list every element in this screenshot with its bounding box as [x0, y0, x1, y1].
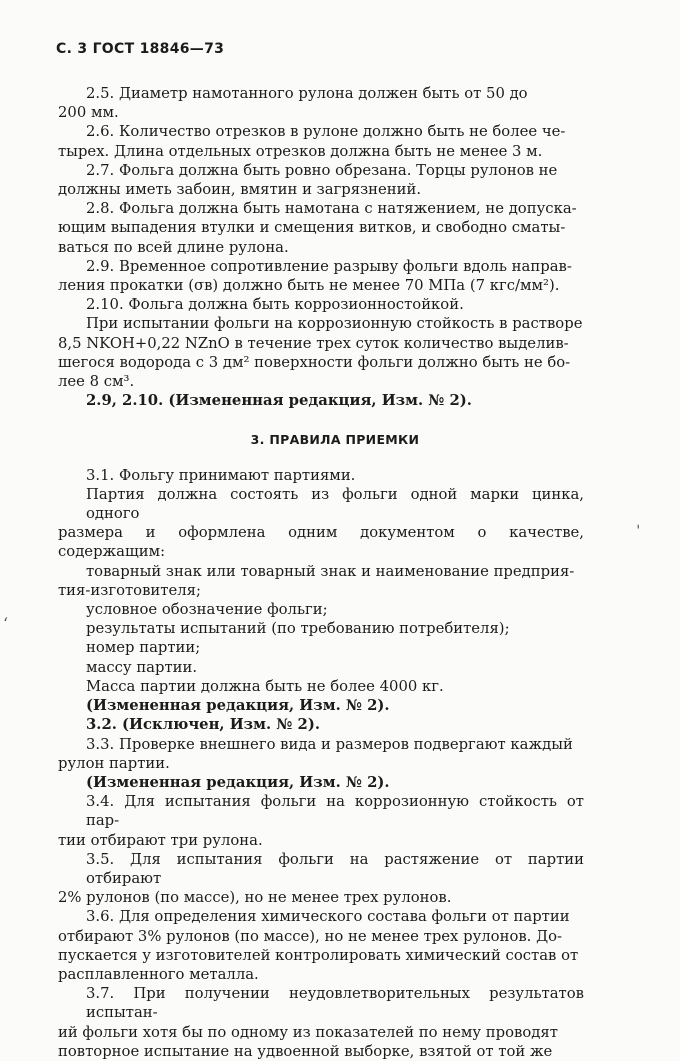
text-line: должны иметь забоин, вмятин и загрязнений. [58, 181, 422, 199]
text-line: 8,5 NKOH+0,22 NZnO в течение трех суток количество выделив- [58, 334, 569, 352]
text-line: 3.4. Для испытания фольги на коррозионную стойкость от пар- [86, 793, 584, 830]
text-line: расплавленного металла. [58, 965, 259, 983]
text-line: 2.9. Временное сопротивление разрыву фольги вдоль направ- [86, 257, 572, 275]
amendment-note: 3.2. (Исключен, Изм. № 2). [86, 716, 320, 734]
text-line: товарный знак или товарный знак и наименование предприя- [86, 562, 575, 580]
text-line: рулон партии. [58, 754, 170, 772]
text-line: 2.7. Фольга должна быть ровно обрезана. Торцы рулонов не [86, 161, 558, 179]
text-line: повторное испытание на удвоенной выборке, взятой от той же [58, 1042, 553, 1060]
text-line: ий фольги хотя бы по одному из показателей по нему проводят [58, 1023, 558, 1041]
text-line: 2% рулонов (по массе), но не менее трех рулонов. [58, 889, 452, 907]
amendment-note: (Измененная редакция, Изм. № 2). [86, 697, 390, 715]
amendment-note: 2.9, 2.10. (Измененная редакция, Изм. № 2). [86, 392, 472, 410]
text-line: 3.3. Проверке внешнего вида и размеров подвергают каждый [86, 735, 573, 753]
text-line: отбирают 3% рулонов (по массе), но не менее трех рулонов. До- [58, 927, 563, 945]
text-line: Масса партии должна быть не более 4000 кг. [86, 677, 444, 695]
text-line: ления прокатки (σв) должно быть не менее 70 МПа (7 кгс/мм²). [58, 277, 560, 295]
text-line: тырех. Длина отдельных отрезков должна быть не менее 3 м. [58, 142, 543, 160]
section-title: 3. ПРАВИЛА ПРИЕМКИ [250, 432, 420, 448]
scan-mark: ˈ [636, 522, 641, 541]
text-line: 3.1. Фольгу принимают партиями. [86, 466, 356, 484]
page-header: С. 3 ГОСТ 18846—73 [56, 41, 225, 57]
text-line: Партия должна состоять из фольги одной марки цинка, одного [86, 485, 584, 523]
text-line: тия-изготовителя; [58, 581, 201, 599]
text-line: 2.6. Количество отрезков в рулоне должно быть не более че- [86, 123, 566, 141]
text-line: результаты испытаний (по требованию потребителя); [86, 620, 510, 638]
text-line: 3.7. При получении неудовлетворительных результатов испытан- [86, 985, 584, 1022]
text-line: 3.6. Для определения химического состава фольги от партии [86, 908, 570, 926]
amendment-note: (Измененная редакция, Изм. № 2). [86, 773, 390, 791]
text-line: 2.10. Фольга должна быть коррозионностойкой. [86, 296, 464, 314]
text-line: условное обозначение фольги; [86, 601, 328, 619]
text-line: ющим выпадения втулки и смещения витков, и свободно сматы- [58, 219, 566, 237]
document-body [58, 84, 584, 1061]
text-line: пускается у изготовителей контролировать химический состав от [58, 946, 579, 964]
text-line: При испытании фольги на коррозионную стойкость в растворе [86, 315, 583, 333]
text-line: ваться по всей длине рулона. [58, 238, 289, 256]
text-line: 2.8. Фольга должна быть намотана с натяжением, не допуска- [86, 200, 577, 218]
text-line: лее 8 см³. [58, 373, 135, 391]
text-line: тии отбирают три рулона. [58, 831, 263, 849]
text-line: 2.5. Диаметр намотанного рулона должен быть от 50 до [86, 85, 528, 102]
text-line: размера и оформлена одним документом о качестве, содержащим: [58, 524, 584, 561]
text-line: 3.5. Для испытания фольги на растяжение от партии отбирают [86, 850, 584, 887]
text-line: шегося водорода с 3 дм² поверхности фольги должно быть не бо- [58, 353, 571, 371]
text-line: номер партии; [86, 639, 201, 657]
scan-mark: ʻ [3, 614, 9, 633]
text-line: 200 мм. [58, 104, 119, 122]
text-line: массу партии. [86, 658, 198, 676]
